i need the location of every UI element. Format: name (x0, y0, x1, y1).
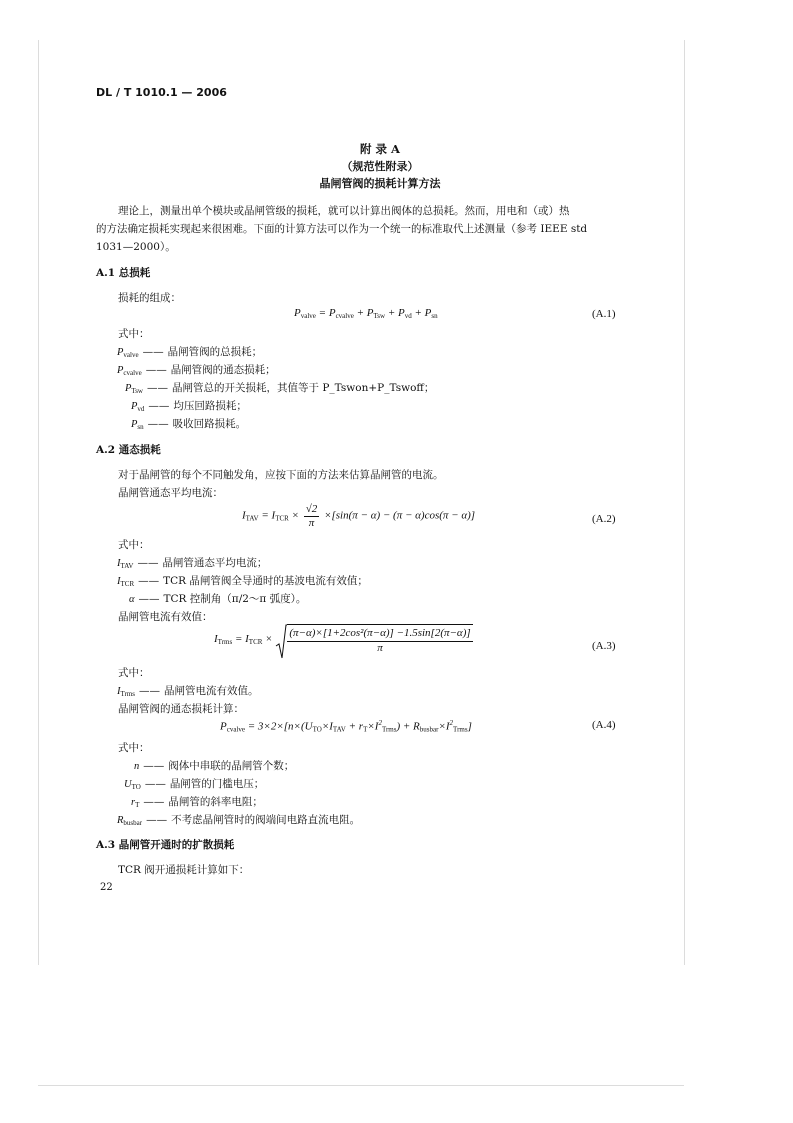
equation-a2: $I_{TAV} = I_{TCR}$ × $\frac{√2}{\pi}$ ×[sin(π − α) − (π − α)cos(π − α)] (242, 503, 476, 529)
section-a2-lead-2: 晶闸管通态平均电流： (118, 487, 223, 499)
def-p-cvalve: $P_{cvalve}$ —— 晶闸管阀的通态损耗； (117, 364, 276, 377)
section-a3-heading: A.3 晶闸管开通时的扩散损耗 (96, 839, 235, 851)
section-a2-where-1: 式中： (118, 539, 150, 551)
def-p-sn: $P_{sn}$ —— 吸收回路损耗。 (131, 418, 247, 431)
def-r-t: $r_T$ —— 晶闸管的斜率电阻； (131, 796, 263, 809)
equation-a3-number: (A.3) (592, 640, 616, 652)
section-a1-heading: A.1 总损耗 (96, 267, 151, 279)
doc-code: DL / T 1010.1 — 2006 (96, 86, 227, 99)
section-a2-heading: A.2 通态损耗 (96, 444, 161, 456)
section-a2-lead-4: 晶闸管阀的通态损耗计算： (118, 703, 244, 715)
equation-a1-number: (A.1) (592, 308, 616, 320)
section-a3-lead: TCR 阀开通损耗计算如下： (118, 864, 250, 876)
def-alpha: α —— TCR 控制角（π/2～π 弧度）。 (129, 593, 307, 605)
section-a1-lead: 损耗的组成： (118, 292, 181, 304)
def-r-busbar: $R_{busbar}$ —— 不考虑晶闸管时的阀端间电路直流电阻。 (117, 814, 361, 827)
equation-a1: $P_{valve} = P_{cvalve} + P_{Tsw} + P_{vd} + P_{sn}$ (294, 307, 438, 320)
intro-line-3: 1031—2000）。 (96, 241, 176, 253)
equation-a2-number: (A.2) (592, 513, 616, 525)
equation-a4: $P_{cvalve} = 3\times 2\times[n\times(U_{TO}\times I_{TAV} + r_T\times I^2_{Trms}) + R_{busbar}\times I^2_{Trms}]$ (220, 719, 472, 734)
section-a2-lead-3: 晶闸管电流有效值： (118, 611, 213, 623)
section-a1-where: 式中： (118, 328, 150, 340)
section-a2-lead-1: 对于晶闸管的每个不同触发角，应按下面的方法来估算晶闸管的电流。 (118, 469, 444, 481)
intro-line-1: 理论上，测量出单个模块或晶闸管级的损耗，就可以计算出阀体的总损耗。然而，用电和（或）热 (118, 205, 570, 217)
appendix-heading: 晶闸管阀的损耗计算方法 (319, 177, 441, 190)
def-i-tcr: $I_{TCR}$ —— TCR 晶闸管阀全导通时的基波电流有效值； (117, 575, 368, 588)
def-p-valve: $P_{valve}$ —— 晶闸管阀的总损耗； (117, 346, 263, 359)
def-i-trms: $I_{Trms}$ —— 晶闸管电流有效值。 (117, 685, 259, 698)
section-a2-where-3: 式中： (118, 742, 150, 754)
radical-sign (275, 624, 287, 660)
def-n: n —— 阀体中串联的晶闸管个数； (134, 760, 295, 772)
appendix-title: 附 录 A (360, 142, 400, 156)
def-i-tav: $I_{TAV}$ —— 晶闸管通态平均电流； (117, 557, 268, 570)
equation-a4-number: (A.4) (592, 719, 616, 731)
def-u-to: $U_{TO}$ —— 晶闸管的门槛电压； (124, 778, 265, 791)
intro-line-2: 的方法确定损耗实现起来很困难。下面的计算方法可以作为一个统一的标准取代上述测量（参考 IEEE std (96, 223, 588, 235)
page-number: 22 (100, 882, 113, 893)
section-a2-where-2: 式中： (118, 667, 150, 679)
page-bottom-rule (38, 1085, 684, 1086)
def-p-tsw: $P_{Tsw}$ —— 晶闸管总的开关损耗，其值等于 P_Tswon+P_Tswoff； (125, 382, 435, 395)
equation-a3: $I_{Trms} = I_{TCR}$ × $\frac{\text{(π−α)×[1+2cos²(π−α)] −1.5sin[2(π−α)]}}{\pi}$ (214, 624, 473, 655)
def-p-vd: $P_{vd}$ —— 均压回路损耗； (131, 400, 247, 413)
appendix-subtitle: （规范性附录） (341, 160, 419, 173)
